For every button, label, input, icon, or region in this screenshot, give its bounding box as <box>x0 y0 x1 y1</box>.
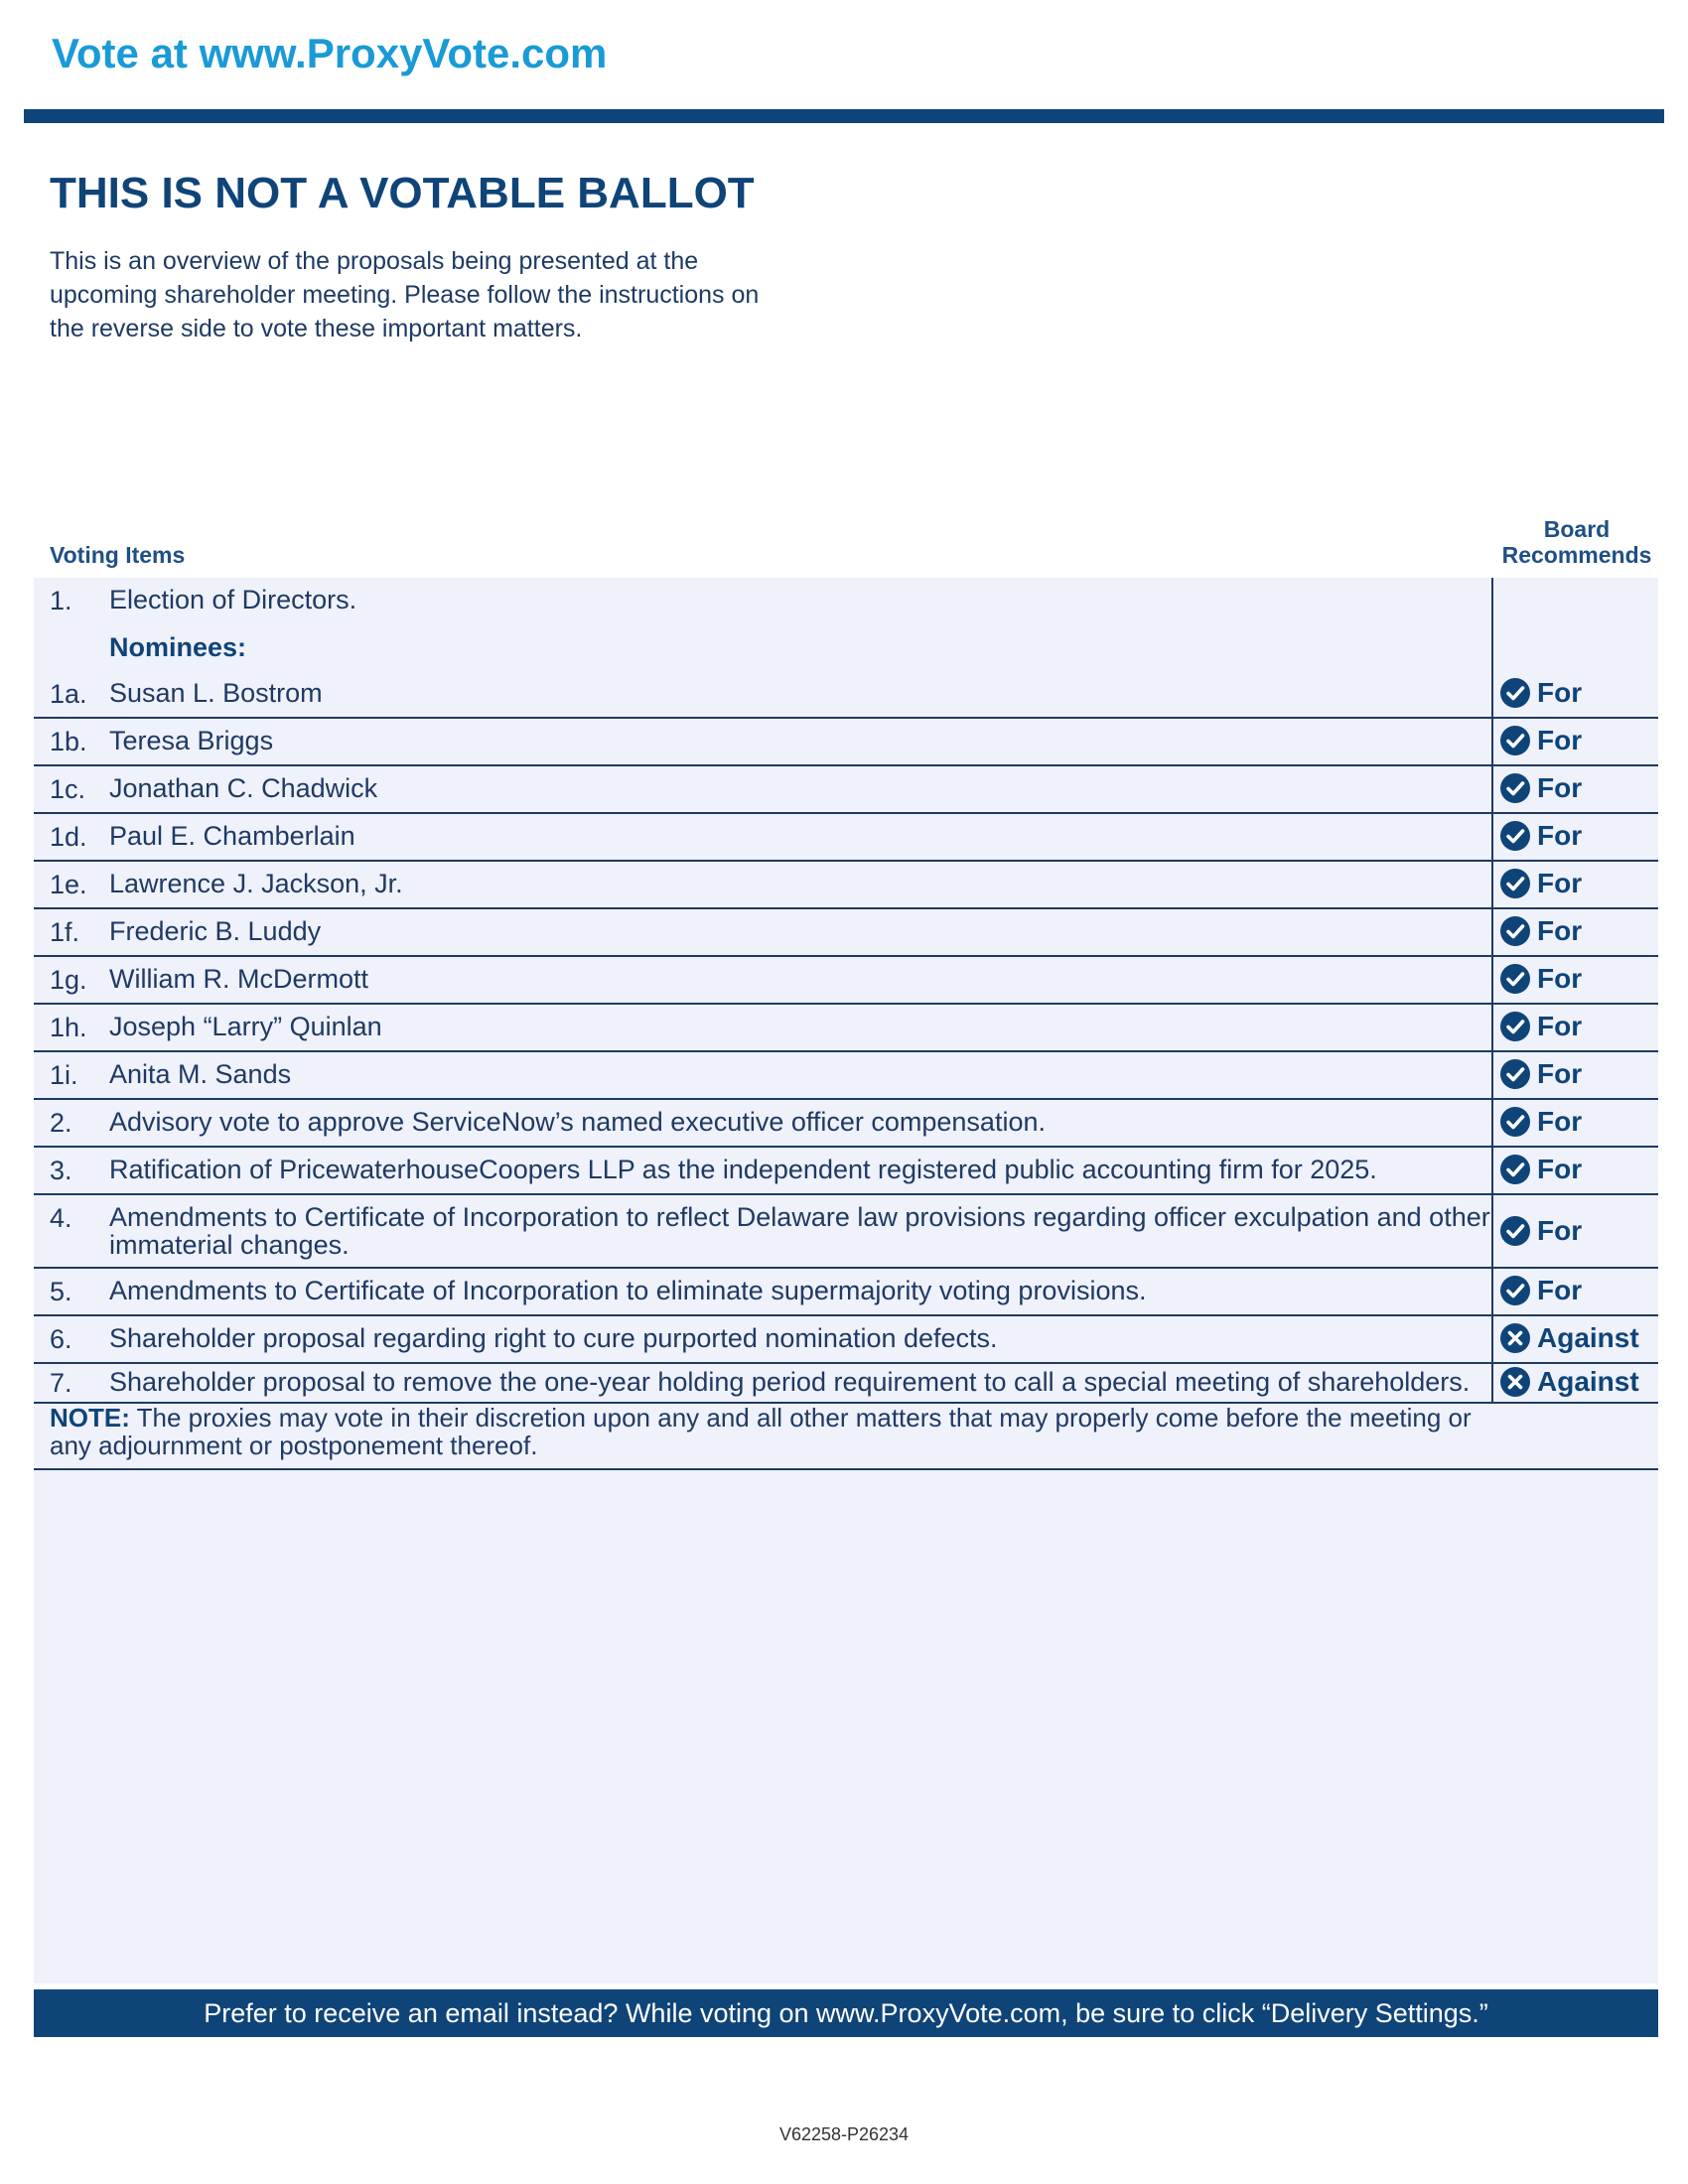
item-number: 7. <box>50 1368 72 1398</box>
intro-line: upcoming shareholder meeting. Please follow the instructions on <box>50 281 760 309</box>
table-row <box>34 957 1658 1005</box>
nominees-label: Nominees: <box>109 632 247 662</box>
recommendation-label: Against <box>1537 1366 1639 1397</box>
board-recommendation <box>1499 1058 1582 1090</box>
item-number: 2. <box>50 1108 72 1138</box>
item-number: 1d. <box>50 822 87 852</box>
intro-line: This is an overview of the proposals being presented at the <box>50 247 699 275</box>
intro-paragraph <box>50 244 844 345</box>
item-text: Shareholder proposal to remove the one-year holding period requirement to call a special meeting of shareholders. <box>109 1367 1471 1397</box>
recommendation-label: Against <box>1537 1322 1639 1353</box>
table-row <box>34 1100 1658 1148</box>
item-text: Frederic B. Luddy <box>109 916 322 946</box>
item-number: 4. <box>50 1203 72 1233</box>
x-circle-icon <box>1499 1366 1531 1398</box>
delivery-settings-banner: Prefer to receive an email instead? While voting on www.ProxyVote.com, be sure to click “Delivery Settings.” <box>34 1989 1658 2037</box>
note-label: NOTE: <box>50 1403 130 1433</box>
board-recommends-header <box>1489 516 1664 568</box>
check-circle-icon <box>1499 1058 1531 1090</box>
item-text: Amendments to Certificate of Incorporation to reflect Delaware law provisions regarding officer exculpation and other immaterial changes. <box>109 1202 1490 1260</box>
board-recommendation <box>1499 1366 1639 1398</box>
table-row <box>34 766 1658 814</box>
table-row <box>34 671 1658 719</box>
recommendation-label: For <box>1537 1058 1583 1089</box>
note-rule <box>34 1468 1658 1470</box>
item-number: 1f. <box>50 917 80 947</box>
item-number: 1a. <box>50 679 87 709</box>
recommendation-label: For <box>1537 1154 1583 1184</box>
check-circle-icon <box>1499 915 1531 947</box>
check-circle-icon <box>1499 725 1531 756</box>
item-number: 1e. <box>50 870 87 899</box>
nominees-row <box>34 625 1658 665</box>
board-recommendation <box>1499 820 1582 852</box>
item-text: Amendments to Certificate of Incorporation to eliminate supermajority voting provisions. <box>109 1276 1147 1305</box>
board-header-line: Recommends <box>1501 542 1652 568</box>
intro-line: the reverse side to vote these important matters. <box>50 315 583 342</box>
item-number: 1i. <box>50 1060 78 1090</box>
recommendation-label: For <box>1537 1011 1583 1041</box>
recommendation-label: For <box>1537 1275 1583 1305</box>
table-row <box>34 1195 1658 1269</box>
table-row <box>34 1052 1658 1100</box>
recommendation-label: For <box>1537 677 1583 708</box>
header-rule <box>24 109 1664 123</box>
recommendation-label: For <box>1537 772 1583 803</box>
check-circle-icon <box>1499 963 1531 995</box>
check-circle-icon <box>1499 1106 1531 1138</box>
item-text: Shareholder proposal regarding right to cure purported nomination defects. <box>109 1323 998 1353</box>
check-circle-icon <box>1499 1154 1531 1185</box>
ballot-title: THIS IS NOT A VOTABLE BALLOT <box>50 169 755 217</box>
item-number: 1c. <box>50 774 86 804</box>
table-row <box>34 1316 1658 1364</box>
note-paragraph <box>50 1404 1489 1459</box>
document-code: V62258-P26234 <box>778 2124 910 2144</box>
item-text: Anita M. Sands <box>109 1059 292 1089</box>
item-text: Teresa Briggs <box>109 726 274 755</box>
recommendation-label: For <box>1537 725 1583 755</box>
item-number: 6. <box>50 1324 72 1354</box>
table-row <box>34 1364 1658 1404</box>
board-recommendation <box>1499 1011 1582 1042</box>
proxyvote-url-heading: Vote at www.ProxyVote.com <box>52 30 608 76</box>
note-text: The proxies may vote in their discretion upon any and all other matters that may properly come before the meeting or any adjournment or postponement thereof. <box>50 1403 1472 1460</box>
item-text: Ratification of PricewaterhouseCoopers LLP as the independent registered public accounting firm for 2025. <box>109 1155 1377 1184</box>
board-recommendation <box>1499 868 1582 899</box>
recommendation-label: For <box>1537 1215 1583 1246</box>
recommendation-label: For <box>1537 963 1583 994</box>
check-circle-icon <box>1499 1011 1531 1042</box>
board-recommendation <box>1499 1215 1582 1247</box>
item-number: 1g. <box>50 965 87 995</box>
item-number: 5. <box>50 1277 72 1306</box>
item-1-row <box>34 578 1658 617</box>
check-circle-icon <box>1499 677 1531 709</box>
item-text: Advisory vote to approve ServiceNow’s named executive officer compensation. <box>109 1107 1046 1137</box>
recommendation-label: For <box>1537 1106 1583 1137</box>
board-recommendation <box>1499 677 1582 709</box>
board-recommendation <box>1499 725 1582 756</box>
board-recommendation <box>1499 1322 1639 1354</box>
item-number: 1. <box>50 586 72 615</box>
check-circle-icon <box>1499 868 1531 899</box>
item-number: 1h. <box>50 1013 87 1042</box>
board-recommendation <box>1499 772 1582 804</box>
item-text: Joseph “Larry” Quinlan <box>109 1012 382 1041</box>
board-recommendation <box>1499 1154 1582 1185</box>
recommendation-label: For <box>1537 915 1583 946</box>
item-number: 3. <box>50 1156 72 1185</box>
board-recommendation <box>1499 963 1582 995</box>
x-circle-icon <box>1499 1322 1531 1354</box>
table-row <box>34 909 1658 957</box>
check-circle-icon <box>1499 1215 1531 1247</box>
recommendation-label: For <box>1537 820 1583 851</box>
recommendation-label: For <box>1537 868 1583 898</box>
item-text: Election of Directors. <box>109 585 357 614</box>
board-header-line: Board <box>1543 516 1611 542</box>
table-row <box>34 719 1658 766</box>
board-recommendation <box>1499 915 1582 947</box>
item-text: Lawrence J. Jackson, Jr. <box>109 869 403 898</box>
item-text: Paul E. Chamberlain <box>109 821 355 851</box>
item-text: Susan L. Bostrom <box>109 678 323 708</box>
table-row <box>34 862 1658 909</box>
voting-items-header: Voting Items <box>50 542 186 568</box>
board-recommendation <box>1499 1106 1582 1138</box>
item-text: William R. McDermott <box>109 964 368 994</box>
table-row <box>34 1005 1658 1052</box>
item-number: 1b. <box>50 727 87 756</box>
table-row <box>34 814 1658 862</box>
check-circle-icon <box>1499 820 1531 852</box>
check-circle-icon <box>1499 1275 1531 1306</box>
table-row <box>34 1269 1658 1316</box>
check-circle-icon <box>1499 772 1531 804</box>
item-text: Jonathan C. Chadwick <box>109 773 378 803</box>
board-recommendation <box>1499 1275 1582 1306</box>
table-row <box>34 1148 1658 1195</box>
